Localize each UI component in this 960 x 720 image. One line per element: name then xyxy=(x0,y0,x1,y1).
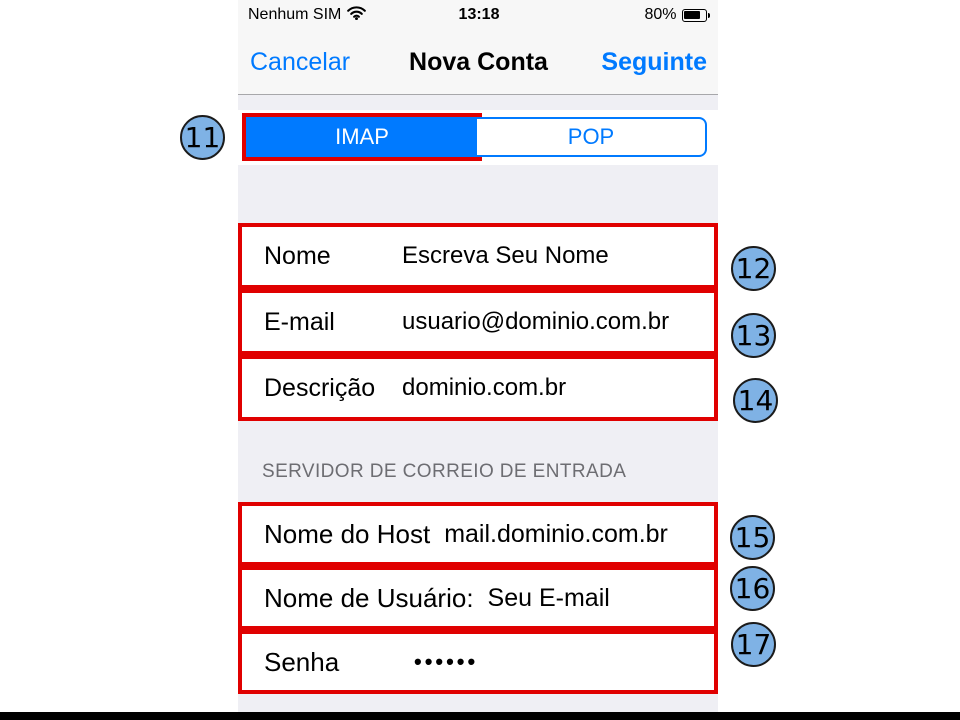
carrier-label: Nenhum SIM xyxy=(248,6,342,23)
callout-17: 17 xyxy=(731,622,776,667)
callout-14: 14 xyxy=(733,378,778,423)
field-row-host[interactable] xyxy=(238,502,718,566)
status-bar xyxy=(238,0,718,30)
field-value-nome: Escreva Seu Nome xyxy=(402,242,609,269)
spacer xyxy=(238,165,718,223)
cancel-button[interactable]: Cancelar xyxy=(250,47,351,76)
field-label-host: Nome do Host xyxy=(264,518,431,549)
field-row-email[interactable] xyxy=(238,289,718,355)
callout-12: 12 xyxy=(731,246,776,291)
battery-icon xyxy=(682,9,711,22)
field-row-senha[interactable] xyxy=(238,630,718,694)
callout-13: 13 xyxy=(731,313,776,358)
segment-pop[interactable]: POP xyxy=(477,117,707,157)
field-value-host: mail.dominio.com.br xyxy=(444,519,668,548)
incoming-server-header: SERVIDOR DE CORREIO DE ENTRADA xyxy=(262,461,627,482)
field-row-nome[interactable] xyxy=(238,223,718,289)
status-left xyxy=(248,6,459,25)
nav-bar xyxy=(238,30,718,95)
segmented-control xyxy=(238,110,718,165)
field-value-senha: •••••• xyxy=(414,649,479,674)
spacer xyxy=(238,694,718,713)
field-value-email: usuario@dominio.com.br xyxy=(402,308,670,335)
field-value-descricao: dominio.com.br xyxy=(402,374,567,401)
field-label-nome: Nome xyxy=(264,241,331,270)
next-button[interactable]: Seguinte xyxy=(601,47,707,76)
callout-15: 15 xyxy=(730,515,775,560)
segment-imap[interactable]: IMAP xyxy=(246,117,478,157)
field-label-senha: Senha xyxy=(264,646,340,677)
bottom-black-bar xyxy=(0,712,960,720)
account-fields-group xyxy=(238,223,718,421)
field-row-usuario[interactable] xyxy=(238,566,718,630)
field-row-descricao[interactable] xyxy=(238,355,718,421)
spacer xyxy=(238,95,718,110)
callout-11: 11 xyxy=(180,115,225,160)
clock: 13:18 xyxy=(458,6,500,23)
phone-screen xyxy=(238,0,718,713)
battery-percent: 80% xyxy=(644,6,677,23)
field-label-usuario: Nome de Usuário: xyxy=(264,582,474,613)
wifi-icon xyxy=(347,6,366,25)
page-title: Nova Conta xyxy=(409,47,548,76)
server-fields-group xyxy=(238,502,718,694)
field-label-descricao: Descrição xyxy=(264,373,376,402)
section-header-strip xyxy=(238,421,718,502)
annotation-box-imap xyxy=(242,113,482,161)
field-label-email: E-mail xyxy=(264,307,335,336)
callout-16: 16 xyxy=(730,566,775,611)
field-value-usuario: Seu E-mail xyxy=(487,583,610,612)
status-right xyxy=(499,6,710,24)
